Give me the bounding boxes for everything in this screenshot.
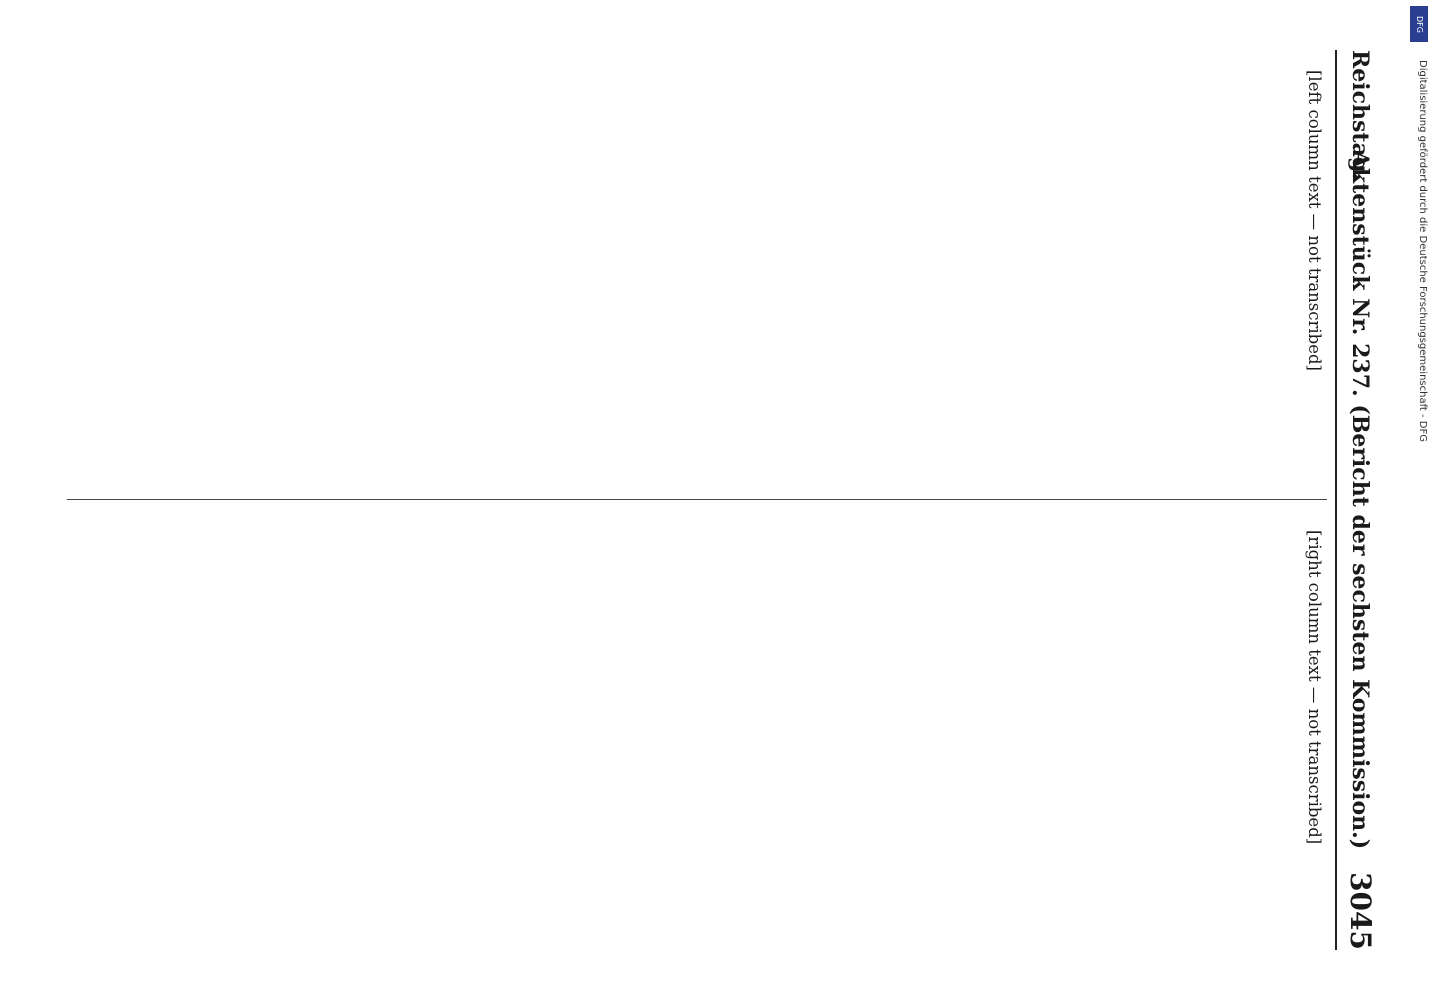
left-column — [67, 50, 1325, 490]
header-left: Reichstag. — [1347, 50, 1373, 180]
paragraph: [right column text — not transcribed] — [1305, 530, 1324, 845]
page-header — [1335, 50, 1377, 950]
document-page — [47, 30, 1387, 970]
column-divider — [67, 499, 1327, 500]
right-column — [67, 510, 1325, 950]
page-number: 3045 — [1344, 872, 1377, 950]
digitization-credit: Digitalisierung gefördert durch die Deutsche Forschungsgemeinschaft - DFG — [1417, 60, 1428, 443]
header-title: Aktenstück Nr. 237. (Bericht der sechsten Kommission.) — [1347, 150, 1373, 850]
dfg-logo: DFG — [1410, 6, 1428, 42]
paragraph: [left column text — not transcribed] — [1305, 70, 1324, 371]
